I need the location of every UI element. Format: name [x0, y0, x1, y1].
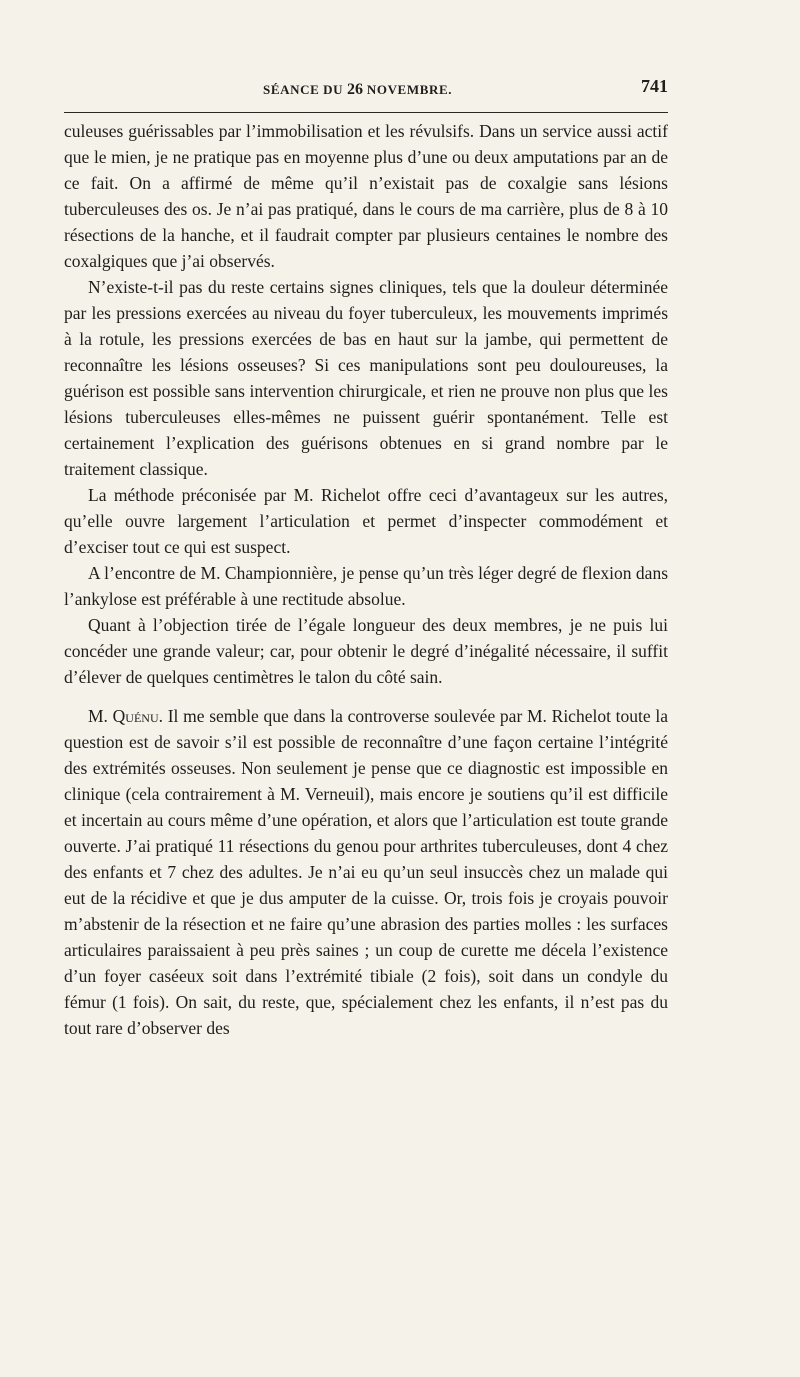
running-head-suffix: NOVEMBRE.: [363, 82, 453, 97]
body-text: [64, 118, 668, 1041]
paragraph-richelot-method: La méthode préconisée par M. Richelot offre ceci d’avantageux sur les autres, qu’elle ouvre largement l’articulation et permet d’inspecter commodément et d’exciser tout ce qui est suspect.: [64, 485, 668, 557]
paragraph-limb-length: Quant à l’objection tirée de l’égale longueur des deux membres, je ne puis lui concéder une grande valeur; car, pour obtenir le degré d’inégalité nécessaire, il suffit d’élever de quelques centimètres le talon du côté sain.: [64, 615, 668, 687]
header-rule: [64, 112, 668, 113]
paragraph-continuation: culeuses guérissables par l’immobilisation et les révulsifs. Dans un service aussi actif que le mien, je ne pratique pas en moyenne plus d’une ou deux amputations par an de ce fait. On a affirmé de même qu’il n’existait pas de coxalgie sans lésions tuberculeuses des os. Je n’ai pas pratiqué, dans le cours de ma carrière, plus de 8 à 10 résections de la hanche, et il faudrait compter par plusieurs centaines le nombre des coxalgiques que j’ai observés.: [64, 121, 668, 271]
paragraph-quenu: [64, 703, 668, 1041]
speaker-name: M. Quénu.: [88, 706, 163, 726]
running-head: [263, 81, 452, 99]
page-number: 741: [641, 76, 668, 96]
running-head-day: 26: [347, 81, 364, 98]
paragraph-championniere: A l’encontre de M. Championnière, je pense qu’un très léger degré de flexion dans l’ankylose est préférable à une rectitude absolue.: [64, 563, 668, 609]
quenu-remarks: Il me semble que dans la controverse soulevée par M. Richelot toute la question est de savoir s’il est possible de reconnaître d’une façon certaine l’intégrité des extrémités osseuses. Non seulement je pense que ce diagnostic est impossible en clinique (cela contrairement à M. Verneuil), mais encore je soutiens qu’il est difficile et incertain au cours même d’une opération, et alors que l’articulation est toute grande ouverte. J’ai pratiqué 11 résections du genou pour arthrites tuberculeuses, dont 4 chez des enfants et 7 chez des adultes. Je n’ai eu qu’un seul insuccès chez un malade qui eut de la récidive et que je dus amputer de la cuisse. Or, trois fois je croyais pouvoir m’abstenir de la résection et ne faire qu’une abrasion des parties molles : les surfaces articulaires paraissaient à peu près saines ; un coup de curette me décela l’existence d’un foyer caséeux soit dans l’extrémité tibiale (2 fois), soit dans un condyle du fémur (1 fois). On sait, du reste, que, spécialement chez les enfants, il n’est pas du tout rare d’observer des: [64, 706, 668, 1038]
running-head-prefix: SÉANCE DU: [263, 82, 348, 97]
paragraph-clinical-signs: N’existe-t-il pas du reste certains signes cliniques, tels que la douleur déterminée par les pressions exercées au niveau du foyer tuberculeux, les mouvements imprimés à la rotule, les pressions exercées de bas en haut sur la jambe, qui permettent de reconnaître les lésions osseuses? Si ces manipulations sont peu douloureuses, la guérison est possible sans intervention chirurgicale, et rien ne prouve non plus que les lésions tuberculeuses elles-mêmes ne puissent guérir spontanément. Telle est certainement l’explication des guérisons obtenues en si grand nombre par le traitement classique.: [64, 277, 668, 479]
page-header: [64, 76, 668, 102]
